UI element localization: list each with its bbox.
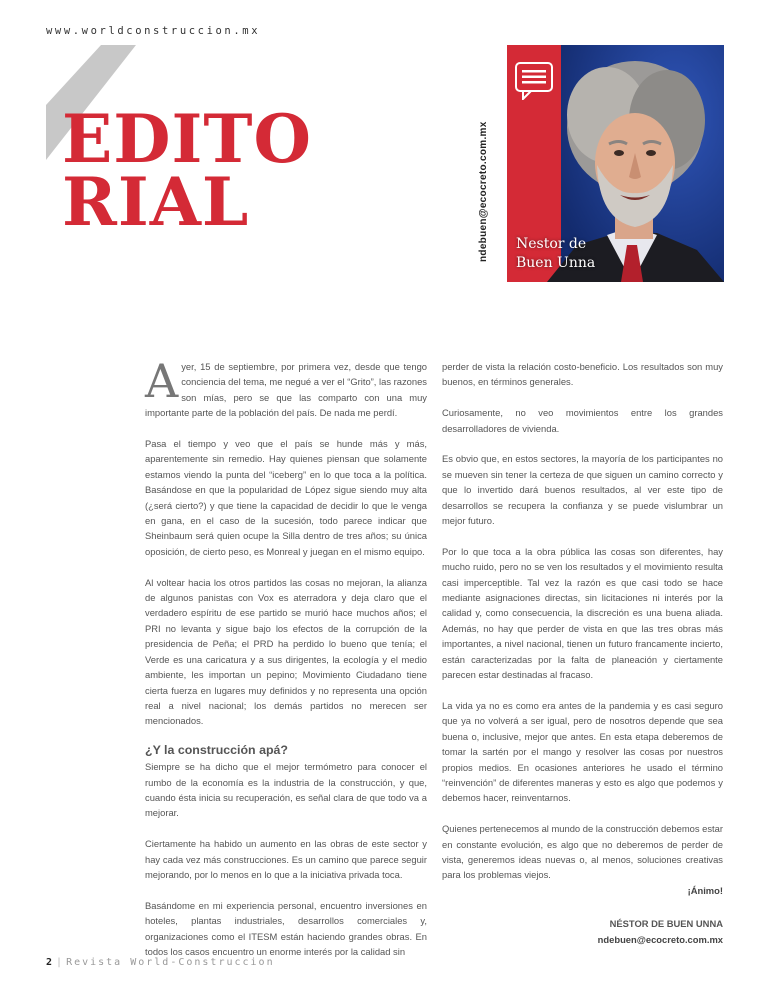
page-number: 2 <box>46 957 53 968</box>
article-paragraph: Al voltear hacia los otros partidos las cosas no mejoran, la alianza de algunos panistas con Vox es aterradora y deja claro que el verdadero espíritu de ese partido se murió hace muchos años; el PRI no levanta y sigue bajo los efectos de la corrupción de la presidencia de Peña; el PRD ha perdido lo bueno que tenía; el Verde es una caricatura y a sus dirigentes, la ecología y el medio ambiente, les importan un pepino; Movimiento Ciudadano tiene cierta fuerza en lugares muy definidos y no representa una opción real a nivel nacional; los demás partidos no merecen ser mencionados. <box>145 576 427 727</box>
page-footer <box>46 957 275 968</box>
author-card <box>507 45 724 282</box>
closing-exclamation: ¡Ánimo! <box>687 884 723 896</box>
article-paragraph: Siempre se ha dicho que el mejor termómetro para conocer el rumbo de la economía es la industria de la construcción, y que, cuando ésta inicia su recuperación, es señal clara de que todo va a mejorar. <box>145 761 427 819</box>
article-paragraph: Quienes pertenecemos al mundo de la construcción debemos estar en constante evolución, es algo que no deberemos de perder de vista, generemos ideas nuevas o, al menos, soluciones creativas para los problemas viejos. <box>442 823 723 881</box>
author-name-line-2: Buen Unna <box>516 255 596 271</box>
signature-email[interactable]: ndebuen@ecocreto.com.mx <box>597 933 723 945</box>
publication-name: Revista World-Construccion <box>66 957 275 968</box>
title-line-1: EDITO <box>62 100 313 178</box>
article-column-left <box>145 354 427 975</box>
author-email-vertical[interactable]: ndebuen@ecocreto.com.mx <box>478 121 489 262</box>
article-paragraph: Curiosamente, no veo movimientos entre los grandes desarrolladores de vivienda. <box>442 407 723 434</box>
article-paragraph: Basándome en mi experiencia personal, encuentro inversiones en hoteles, plantas industriales, desarrollos comerciales y, organizaciones como el ITESM están haciendo grandes obras. En todos los casos encuentro un enorme interés por la calidad sin <box>145 899 427 957</box>
article-paragraph <box>145 354 427 421</box>
article-paragraph: La vida ya no es como era antes de la pandemia y es casi seguro que ya no volverá a ser igual, pero de nosotros depende que sea buena o, inclusive, mejor que antes. En esta etapa deberemos de tomar la sartén por el mango y resolver las cosas por nuestros propios medios. En ocasiones anteriores he usado el término “reinvención” de diferentes maneras y esto es algo que podemos y debemos hacer, reinventarnos. <box>442 699 723 804</box>
article-paragraph: Ciertamente ha habido un aumento en las obras de este sector y hay cada vez más construcciones. Es un camino que parece seguir mejorando, por lo menos en lo que a la iniciativa privada toca. <box>145 838 427 880</box>
message-icon <box>515 62 553 100</box>
title-line-2: RIAL <box>62 163 250 241</box>
article-paragraph: Pasa el tiempo y veo que el país se hunde más y más, aparentemente sin remedio. Hay quienes piensan que solamente estamos viendo la punta del “iceberg” en lo que toca a la política. Basándose en que la popularidad de López sigue siendo muy alta (¿será cierto?) y que tiene la capacidad de decidir lo que le venga en gana, en el caso de la sucesión, todo parece indicar que Sheinbaum será quien ocupe la Silla dentro de tres años; su única oposición, de cierto peso, es Monreal y juegan en el mismo equipo. <box>145 438 427 557</box>
article-column-right <box>442 359 723 947</box>
article-paragraph: Por lo que toca a la obra pública las cosas son diferentes, hay mucho ruido, pero no se ven los resultados y el movimiento resulta casi imperceptible. Tal vez la razón es que casi todo se hace mediante asignaciones directas, sin licitaciones ni interés por la calidad y, como consecuencia, la discreción es una buena aliada. Además, no hay que perder de vista en que las tres obras más importantes, a nivel nacional, tienen un futuro francamente incierto, están caracterizadas por la falta de planeación y ciertamente parecen estar destinadas al fracaso. <box>442 545 723 681</box>
section-subheading: ¿Y la construcción apá? <box>145 743 288 758</box>
author-name <box>516 235 595 273</box>
site-url[interactable]: www.worldconstruccion.mx <box>46 25 261 37</box>
footer-separator: | <box>56 957 63 968</box>
drop-cap: A <box>145 354 179 408</box>
author-name-line-1: Nestor de <box>516 236 587 252</box>
signature-name: NÉSTOR DE BUEN UNNA <box>609 918 723 930</box>
article-paragraph: Es obvio que, en estos sectores, la mayoría de los participantes no se mueven sin tener la certeza de que siguen un camino correcto y que lo invertido dará buenos resultados, al ver este tipo de desarrollos se recupera la confianza y se puede vislumbrar un mejor futuro. <box>442 453 723 527</box>
page-title <box>62 100 313 241</box>
paragraph-text: yer, 15 de septiembre, por primera vez, desde que tengo conciencia del tema, me negué a ver el “Grito”, las razones son mías, pero se que las comparto con una muy importante parte de la población del país. De nada me perdí. <box>145 361 427 419</box>
article-paragraph: perder de vista la relación costo-beneficio. Los resultados son muy buenos, en términos generales. <box>442 361 723 388</box>
